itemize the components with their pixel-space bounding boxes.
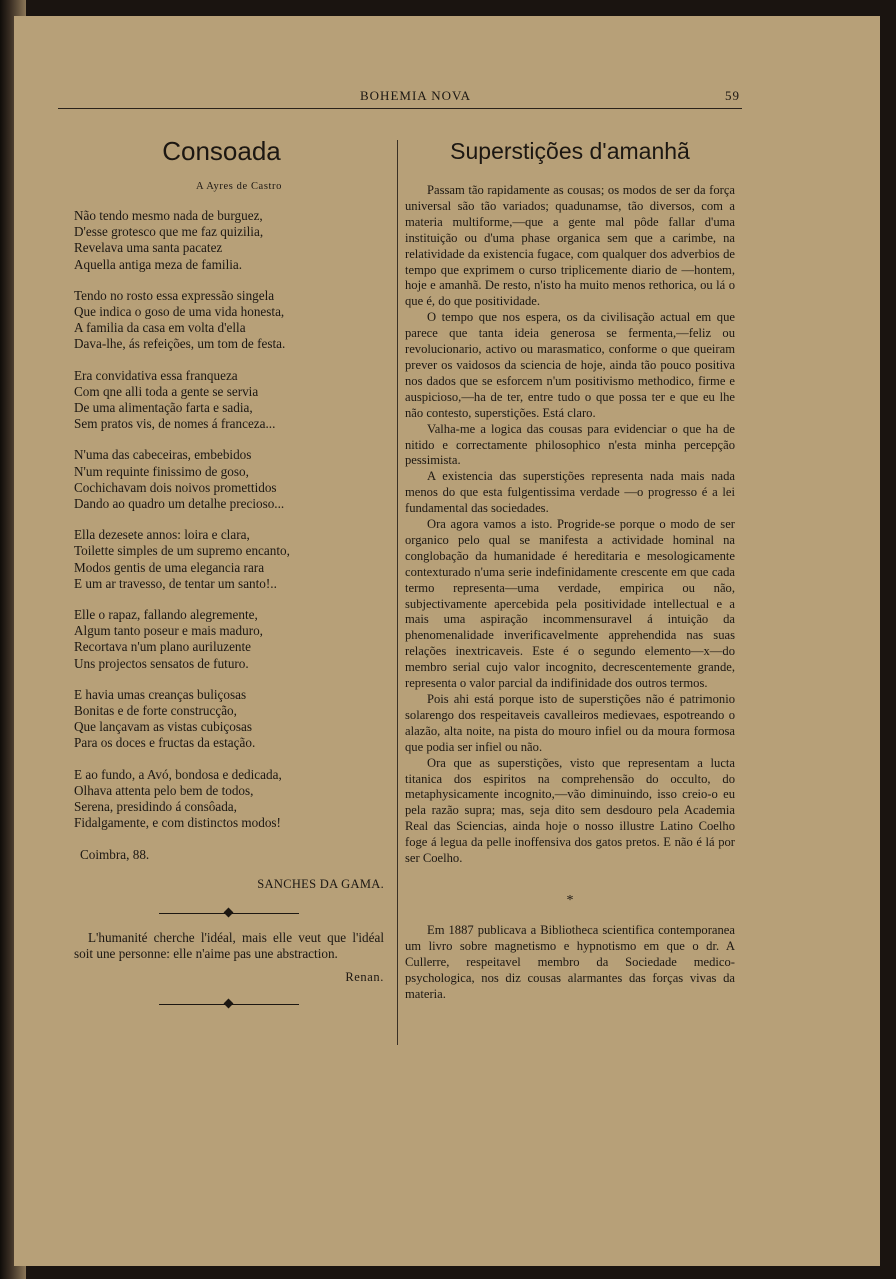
diamond-ornament-icon [224,998,234,1008]
verse-line: Dando ao quadro um detalhe precioso... [74,496,285,512]
poem-place-date: Coimbra, 88. [80,846,150,862]
stanza [74,288,384,353]
verse-line: Para os doces e fructas da estação. [74,735,256,751]
essay-paragraph: Pois ahi está porque isto de superstições não é patrimonio solarengo dos respeitaveis cavalleiros medievaes, espotreando o alazão, alta noite, na pista do mouro infiel ou da moura formosa que podia ser infiel ou não. [405,692,735,754]
poem-dedication: A Ayres de Castro [196,181,282,192]
essay-paragraph: Valha-me a logica das cousas para evidenciar o que ha de nitido e correctamente philosophico n'esta minha percepção pessimista. [405,421,735,468]
verse-line: Aquella antiga meza de familia. [74,256,243,272]
stanza [74,607,384,672]
verse-line: Uns projectos sensatos de futuro. [74,655,249,671]
verse-line: Recortava n'um plano auriluzente [74,639,252,655]
verse-line: Tendo no rosto essa expressão singela [74,287,275,303]
verse-line: Algum tanto poseur e mais maduro, [74,623,263,639]
essay-paragraph: Ora agora vamos a isto. Progride-se porque o modo de ser organico pelo qual se manifesta a actividade hominal na conglobação da humanidade é hereditaria e mesologicamente contexturado n'uma serie indefinidamente crescente em que cada termo representa—uma verdade, empirica ou não, subjectivamente apercebida pela positividade intellectual e a mais uma aspiração incommensuravel á intuição da phenomenalidade inverificavelmente apprehendida nas suas relações inextricaveis. Este é o segundo elemento—x—do membro serial cujo valor incognito, decrescentemente grande, representa o valor parcial da indifinidade dos outros termos. [405,517,735,691]
stanza [74,208,384,273]
poem-body [74,208,384,832]
stanza [74,687,384,752]
verse-line: Com qne alli toda a gente se servia [74,383,259,399]
epigraph-author: Renan. [345,969,384,984]
essay-body [405,183,735,1002]
verse-line: N'uma das cabeceiras, embebidos [74,447,252,463]
verse-line: Revelava uma santa pacatez [74,240,223,256]
verse-line: Cochichavam dois noivos promettidos [74,479,277,495]
essay-paragraph: O tempo que nos espera, os da civilisação actual em que parece que tanta ideia generosa se fermenta,—feliz ou revolucionario, activo ou marasmatico, conforme o que queiram prever os vaidosos da sciencia de hoje, ainda tão pouco positiva nos dados que se esforcem n'um positivismo methodico, firme e auspicioso,—ha de ter, entre tudo o que possa ter e que eu lhe não contesto, superstições. Está claro. [405,310,735,420]
diamond-ornament-icon [224,907,234,917]
right-column [405,134,735,1002]
verse-line: D'esse grotesco que me faz quizilia, [74,224,264,240]
verse-line: Ella dezesete annos: loira e clara, [74,527,250,543]
ornament-divider [159,999,299,1009]
essay-paragraph: Ora que as superstições, visto que representam a lucta titanica dos espiritos na comprehensão do occulto, do metaphysicamente incognito,—vão diminuindo, isso creio-o eu pela razão supra; mas, seja dito sem desdouro pela Academia Real das Sciencias, ainda hoje o nosso illustre Latino Coelho foge á legua da pelle inoffensiva dos gatos pretos. E não é lá por ser Coelho. [405,755,735,866]
section-separator: * [566,892,574,908]
epigraph-quote: L'humanité cherche l'idéal, mais elle veut que l'idéal soit une personne: elle n'aime pas une abstraction. [74,929,384,961]
verse-line: E havia umas creanças buliçosas [74,686,247,702]
verse-line: Modos gentis de uma elegancia rara [74,559,265,575]
verse-line: Era convidativa essa franqueza [74,367,238,383]
verse-line: Fidalgamente, e com distinctos modos! [74,815,281,831]
verse-line: Elle o rapaz, fallando alegremente, [74,607,258,623]
poem-title: Consoada [162,136,281,166]
stanza [74,527,384,592]
verse-line: Bonitas e de forte construcção, [74,703,237,719]
verse-line: Sem pratos vis, de nomes á franceza... [74,416,276,432]
column-divider [397,140,398,1045]
running-title: BOHEMIA NOVA [360,88,472,103]
verse-line: N'um requinte finissimo de goso, [74,463,249,479]
verse-line: Dava-lhe, ás refeições, um tom de festa. [74,336,286,352]
verse-line: Olhava attenta pelo bem de todos, [74,782,254,798]
stanza [74,447,384,512]
verse-line: Não tendo mesmo nada de burguez, [74,208,263,223]
essay-title: Superstições d'amanhã [450,138,690,164]
verse-line: Toilette simples de um supremo encanto, [74,543,290,559]
left-column [74,134,384,1009]
stanza [74,767,384,832]
verse-line: Serena, presidindo á consôada, [74,799,237,815]
verse-line: E ao fundo, a Avó, bondosa e dedicada, [74,766,282,782]
verse-line: Que lançavam as vistas cubiçosas [74,719,252,735]
verse-line: De uma alimentação farta e sadia, [74,400,253,416]
verse-line: E um ar travesso, de tentar um santo!.. [74,575,277,591]
verse-line: Que indica o goso de uma vida honesta, [74,304,285,320]
ornament-divider [159,908,299,918]
poem-signature: SANCHES DA GAMA. [257,876,384,891]
verse-line: A familia da casa em volta d'ella [74,320,246,336]
essay-paragraph: A existencia das superstições representa nada mais nada menos do que esta fulgentissima verdade —o progresso é a lei fundamental das sociedades. [405,469,735,516]
essay-paragraph: Em 1887 publicava a Bibliotheca scientifica contemporanea um livro sobre magnetismo e hypnotismo em que o dr. A Cullerre, respeitavel membro da Sociedade medico-psychologica, nos diz cousas alarmantes das forças vivas da materia. [405,922,735,1001]
essay-paragraph: Passam tão rapidamente as cousas; os modos de ser da força universal são tão variados; quadunamse, tão diversos, com a materia multiforme,—que a gente mal pôde fallar d'uma instituição ou d'uma phase organica sem que a carimbe, na relatividade da existencia fugace, com qualquer dos adverbios de tempo que exprimem o curso triplicemente diario de —hontem, hoje e amanhã. De resto, n'isto ha muito menos rethorica, ou lá o que é, do que positividade. [405,183,735,309]
stanza [74,368,384,433]
header-rule [58,108,742,109]
page-number: 59 [725,88,740,103]
